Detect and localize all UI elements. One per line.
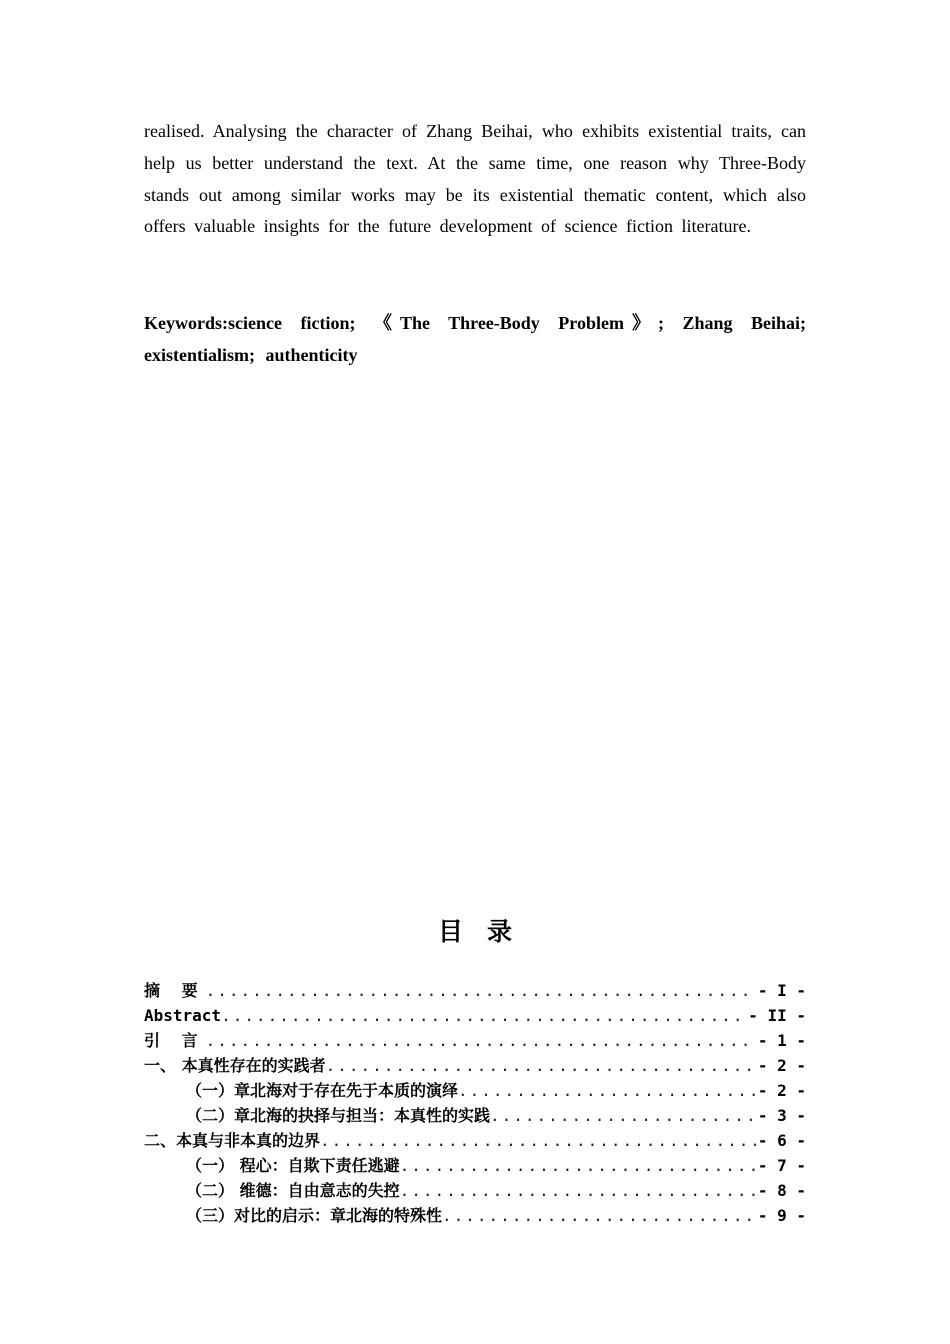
toc-entry-section-1-2[interactable]: [144, 1103, 806, 1128]
toc-dot-leader: [400, 1178, 756, 1203]
toc-dot-leader: [442, 1203, 756, 1228]
toc-entry-page: - 7 -: [757, 1156, 806, 1175]
toc-entry-page: - 8 -: [757, 1181, 806, 1200]
abstract-section: [144, 116, 806, 243]
keywords-line: Keywords:science fiction; 《The Three-Body Problem》; Zhang Beihai; existentialism; authenticity: [144, 313, 806, 365]
toc-entry-label: Abstract: [144, 1006, 222, 1025]
toc-dot-leader: [490, 1103, 756, 1128]
toc-entry-page: - II -: [748, 1006, 806, 1025]
toc-entry-page: - 2 -: [757, 1081, 806, 1100]
toc-dot-leader: [400, 1153, 756, 1178]
toc-entry-chapter-1[interactable]: [144, 1053, 806, 1078]
toc-entry-label: （一） 程心：自欺下责任逃避: [186, 1156, 400, 1175]
toc-entry-section-1-1[interactable]: [144, 1078, 806, 1103]
toc-dot-leader: [320, 1128, 756, 1153]
toc-entry-label: 二、本真与非本真的边界: [144, 1131, 321, 1150]
toc-dot-leader: [326, 1053, 756, 1078]
abstract-paragraph: realised. Analysing the character of Zhang Beihai, who exhibits existential traits, can help us better understand the text. At the same time, one reason why Three-Body stands out among similar works may be its existential thematic content, which also offers valuable insights for the future development of science fiction literature.: [144, 121, 806, 237]
toc-entry-abstract-cn[interactable]: [144, 978, 806, 1003]
toc-dot-leader: [206, 1028, 756, 1053]
toc-dot-leader: [458, 1078, 756, 1103]
toc-dot-leader: [221, 1003, 746, 1028]
toc-entry-section-2-3[interactable]: [144, 1203, 806, 1228]
toc-entry-page: - 9 -: [757, 1206, 806, 1225]
toc-entry-section-2-2[interactable]: [144, 1178, 806, 1203]
toc-title: 目录: [437, 917, 536, 946]
toc-entry-label: （三）对比的启示：章北海的特殊性: [186, 1206, 443, 1225]
toc-entry-section-2-1[interactable]: [144, 1153, 806, 1178]
toc-entry-page: - 2 -: [757, 1056, 806, 1075]
toc-entry-page: - 3 -: [757, 1106, 806, 1125]
toc-entry-label: （一）章北海对于存在先于本质的演绎: [186, 1081, 459, 1100]
toc-entry-introduction[interactable]: [144, 1028, 806, 1053]
table-of-contents: [144, 978, 806, 1228]
toc-entry-page: - 1 -: [757, 1031, 806, 1050]
toc-entry-label: 摘 要: [144, 981, 206, 1000]
toc-entry-label: 引 言: [144, 1031, 206, 1050]
toc-entry-label: 一、 本真性存在的实践者: [144, 1056, 326, 1075]
toc-entry-label: （二）章北海的抉择与担当：本真性的实践: [186, 1106, 491, 1125]
toc-entry-page: - I -: [757, 981, 806, 1000]
toc-entry-label: （二） 维德：自由意志的失控: [186, 1181, 400, 1200]
toc-dot-leader: [206, 978, 756, 1003]
toc-entry-chapter-2[interactable]: [144, 1128, 806, 1153]
toc-entry-page: - 6 -: [757, 1131, 806, 1150]
toc-entry-abstract-en[interactable]: [144, 1003, 806, 1028]
